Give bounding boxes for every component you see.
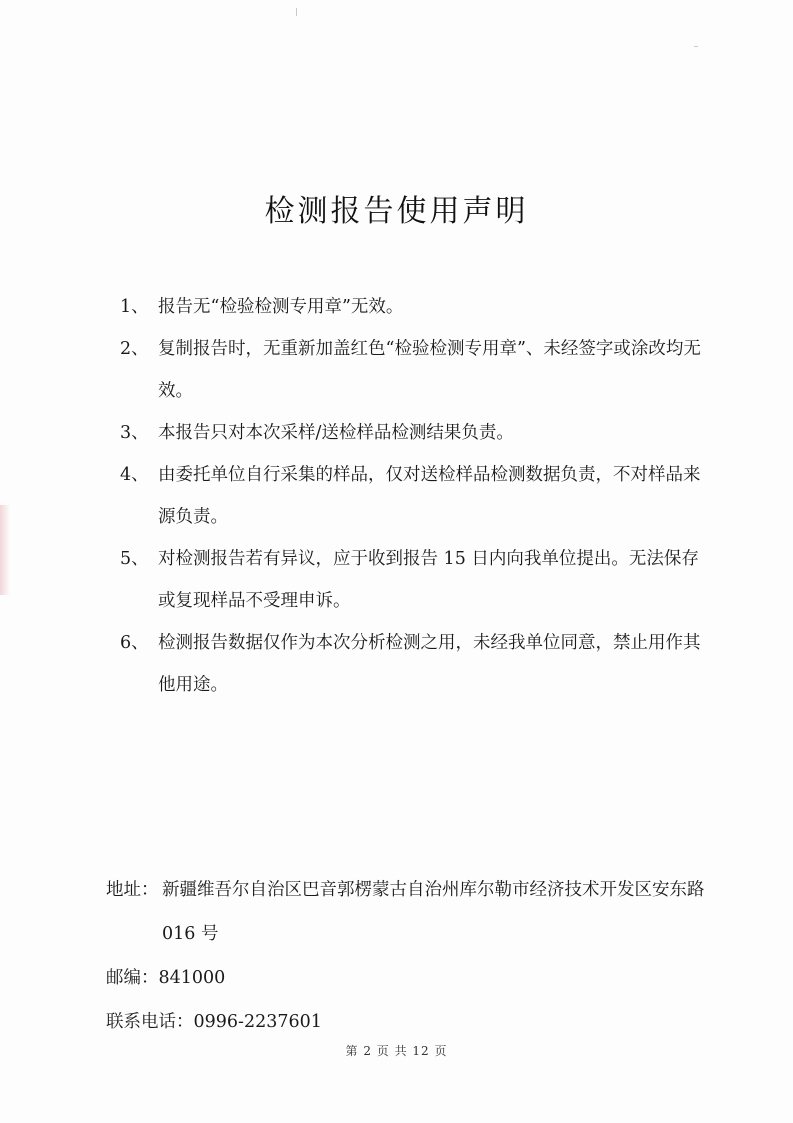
stamp-edge-mark (0, 505, 10, 595)
address-row (106, 868, 726, 956)
clause-number: 4、 (120, 465, 149, 485)
clause-text: 本报告只对本次采样/送检样品检测结果负责。 (158, 423, 514, 443)
scan-mark-right (694, 46, 698, 47)
clause-item-1 (106, 286, 716, 328)
address-value: 新疆维吾尔自治区巴音郭楞蒙古自治州库尔勒市经济技术开发区安东路 016 号 (162, 880, 705, 944)
scan-mark-top (296, 8, 297, 16)
clause-item-6 (106, 622, 716, 706)
postcode-row (106, 956, 726, 1000)
phone-row (106, 1000, 726, 1044)
clause-number: 5、 (120, 549, 149, 569)
clause-number: 1、 (120, 297, 149, 317)
clause-item-2 (106, 328, 716, 412)
clause-number: 2、 (120, 339, 149, 359)
page-number: 第 2 页 共 12 页 (345, 1044, 448, 1058)
clause-item-4 (106, 454, 716, 538)
clause-item-3 (106, 412, 716, 454)
phone-value: 0996-2237601 (193, 1012, 322, 1032)
address-label: 地址： (106, 880, 159, 900)
clause-number: 3、 (120, 423, 149, 443)
postcode-value: 841000 (158, 968, 226, 988)
postcode-label: 邮编： (106, 968, 159, 988)
clause-text: 检测报告数据仅作为本次分析检测之用，未经我单位同意，禁止用作其他用途。 (158, 633, 701, 695)
page-title: 检测报告使用声明 (264, 194, 529, 230)
clause-number: 6、 (120, 633, 149, 653)
clause-list (106, 286, 716, 706)
contact-footer (106, 868, 726, 1044)
clause-item-5 (106, 538, 716, 622)
clause-text: 复制报告时，无重新加盖红色“检验检测专用章”、未经签字或涂改均无效。 (158, 339, 701, 401)
clause-text: 报告无“检验检测专用章”无效。 (158, 297, 404, 317)
clause-text: 对检测报告若有异议，应于收到报告 15 日内向我单位提出。无法保存或复现样品不受理申诉。 (158, 549, 699, 611)
clause-text: 由委托单位自行采集的样品，仅对送检样品检测数据负责，不对样品来源负责。 (158, 465, 701, 527)
phone-label: 联系电话： (106, 1012, 194, 1032)
